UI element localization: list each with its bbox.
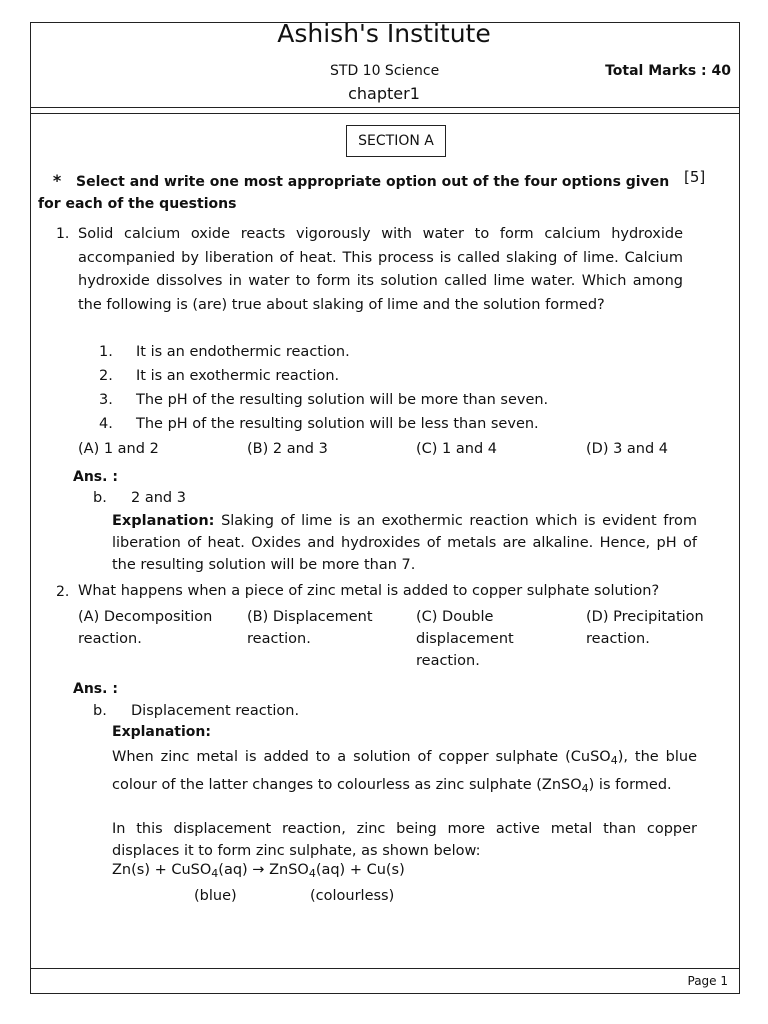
q2-explanation-label: Explanation: (112, 724, 211, 740)
instruction-line1: Select and write one most appropriate option out of the four options given (76, 174, 670, 190)
q1-statement-num: 4. (99, 416, 113, 432)
q2-equation-note-blue: (blue) (194, 888, 237, 904)
q2-option-a-line: (A) Decomposition (78, 609, 213, 625)
q1-explanation-text: Slaking of lime is an exothermic reaction which is evident from liberation of heat. Oxides and hydroxides of metals are alkaline. Hence, pH of the resulting solution will be more than 7. (112, 513, 697, 573)
q1-text: Solid calcium oxide reacts vigorously with water to form calcium hydroxide accompanied by liberation of heat. This process is called slaking of lime. Calcium hydroxide dissolves in water to form its solution called lime water. Which among the following is (are) true about slaking of lime and the solution formed? (78, 226, 683, 313)
q1-answer-letter: b. (93, 490, 107, 506)
q2-option-c-line: (C) Double (416, 609, 494, 625)
q2-answer-letter: b. (93, 703, 107, 719)
q2-option-d-line: (D) Precipitation (586, 609, 704, 625)
q1-statement-text: It is an endothermic reaction. (136, 344, 350, 360)
instruction-star: * (52, 171, 62, 190)
total-marks: Total Marks : 40 (605, 63, 731, 79)
q2-equation (112, 862, 405, 880)
subscript: 4 (610, 754, 618, 767)
subscript: 4 (581, 782, 589, 795)
q2-explanation-text: When zinc metal is added to a solution of copper sulphate (CuSO (112, 749, 611, 765)
header-divider-top (30, 107, 740, 108)
section-instruction (38, 170, 678, 215)
equation-part: (aq) + Cu(s) (315, 862, 405, 878)
q2-option-b-line: reaction. (247, 631, 311, 647)
q1-option-b: (B) 2 and 3 (247, 441, 328, 457)
q1-statement-num: 1. (99, 344, 113, 360)
standard-subject: STD 10 Science (330, 63, 440, 79)
section-title: SECTION A (346, 125, 446, 157)
q2-answer-label: Ans. : (73, 681, 118, 697)
subscript: 4 (211, 867, 219, 880)
q1-option-c: (C) 1 and 4 (416, 441, 497, 457)
q1-explanation-label: Explanation: (112, 513, 215, 529)
q2-answer-text: Displacement reaction. (131, 703, 300, 719)
q2-equation-note-colourless: (colourless) (310, 888, 395, 904)
subscript: 4 (308, 867, 316, 880)
q2-number: 2. (56, 584, 70, 600)
q1-number: 1. (56, 226, 70, 242)
equation-part: (aq) → ZnSO (218, 862, 309, 878)
q2-option-d (586, 606, 704, 650)
q1-option-a: (A) 1 and 2 (78, 441, 159, 457)
q2-explanation-text: ) is formed. (588, 777, 672, 793)
q2-option-b (247, 606, 373, 650)
equation-part: Zn(s) + CuSO (112, 862, 212, 878)
q1-answer-text: 2 and 3 (131, 490, 186, 506)
q1-statement-text: The pH of the resulting solution will be more than seven. (136, 392, 549, 408)
q2-option-a-line: reaction. (78, 631, 142, 647)
q2-option-c (416, 606, 514, 672)
q2-option-a (78, 606, 212, 650)
q1-answer-label: Ans. : (73, 469, 118, 485)
q2-text: What happens when a piece of zinc metal is added to copper sulphate solution? (78, 583, 660, 599)
q1-option-d: (D) 3 and 4 (586, 441, 669, 457)
q2-option-c-line: displacement (416, 631, 514, 647)
q2-option-d-line: reaction. (586, 631, 650, 647)
page-number: Page 1 (687, 974, 728, 988)
q1-explanation (112, 510, 697, 576)
q1-statement-num: 3. (99, 392, 113, 408)
q2-option-c-line: reaction. (416, 653, 480, 669)
q1-statement-text: The pH of the resulting solution will be less than seven. (136, 416, 539, 432)
q2-explanation-text: ), the blue colour of the latter changes to colourless as zinc sulphate (ZnSO (112, 749, 697, 793)
chapter-title: chapter1 (348, 84, 420, 103)
header-divider-bottom (30, 113, 740, 114)
q2-option-b-line: (B) Displacement (247, 609, 373, 625)
q1-statement-text: It is an exothermic reaction. (136, 368, 340, 384)
q2-explanation-p1 (112, 745, 697, 801)
q1-statement-num: 2. (99, 368, 113, 384)
instruction-line2: for each of the questions (38, 196, 237, 212)
footer-divider (30, 968, 740, 969)
institute-name: Ashish's Institute (277, 19, 491, 48)
q2-explanation-p2: In this displacement reaction, zinc being more active metal than copper displaces it to form zinc sulphate, as shown below: (112, 821, 697, 859)
section-marks: [5] (684, 168, 706, 186)
